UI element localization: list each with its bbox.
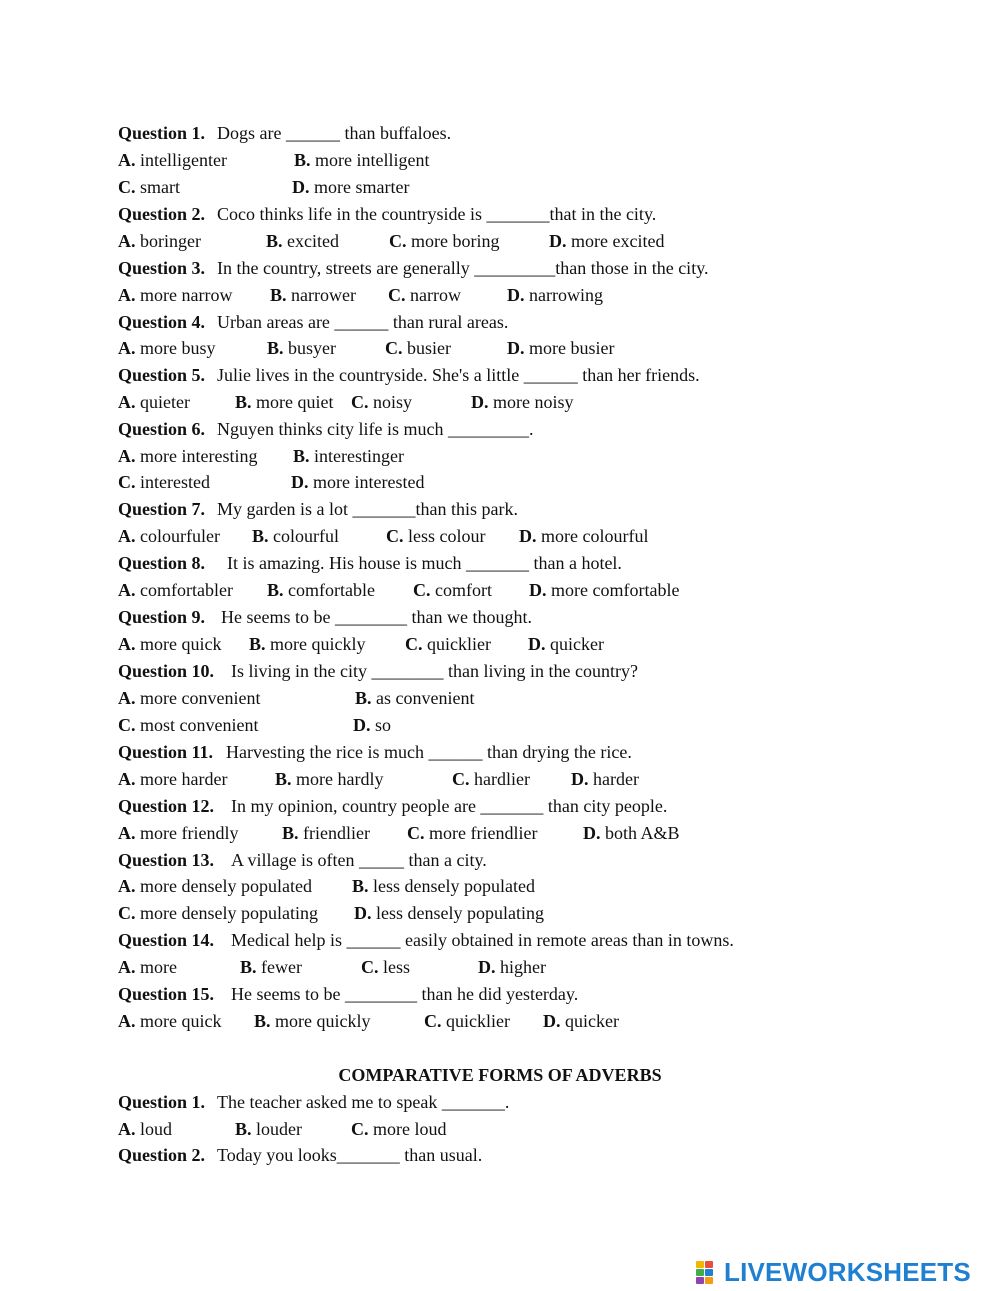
option-a[interactable]: A. comfortabler — [118, 580, 233, 600]
option-d[interactable]: D. more smarter — [292, 177, 410, 197]
option-b[interactable]: B. more quiet — [235, 392, 334, 412]
option-b[interactable]: B. comfortable — [267, 580, 375, 600]
option-d[interactable]: D. higher — [478, 957, 546, 977]
section-heading: COMPARATIVE FORMS OF ADVERBS — [338, 1065, 662, 1085]
option-a[interactable]: A. more friendly — [118, 823, 239, 843]
option-d[interactable]: D. harder — [571, 769, 639, 789]
option-c[interactable]: C. more friendlier — [407, 823, 538, 843]
question-label: Question 1. — [118, 123, 206, 143]
option-a[interactable]: A. more quick — [118, 1011, 222, 1031]
option-d[interactable]: D. quicker — [543, 1011, 619, 1031]
question-label: Question 10. — [118, 661, 215, 681]
question-text: Medical help is ______ easily obtained in remote areas than in towns. — [231, 930, 734, 950]
option-a[interactable]: A. more busy — [118, 338, 216, 358]
question-label: Question 3. — [118, 258, 206, 278]
question-text: Nguyen thinks city life is much _________. — [217, 419, 534, 439]
option-a[interactable]: A. more interesting — [118, 446, 258, 466]
option-a[interactable]: A. quieter — [118, 392, 190, 412]
question-label: Question 15. — [118, 984, 215, 1004]
option-b[interactable]: B. louder — [235, 1119, 302, 1139]
liveworksheets-logo — [696, 1257, 996, 1287]
option-c[interactable]: C. hardlier — [452, 769, 530, 789]
question-text: A village is often _____ than a city. — [231, 850, 487, 870]
option-a[interactable]: A. more harder — [118, 769, 228, 789]
question-text: It is amazing. His house is much _______ than a hotel. — [227, 553, 622, 573]
option-c[interactable]: C. less colour — [386, 526, 486, 546]
question-text: He seems to be ________ than he did yesterday. — [231, 984, 579, 1004]
option-d[interactable]: D. less densely populating — [354, 903, 544, 923]
option-d[interactable]: D. narrowing — [507, 285, 603, 305]
option-b[interactable]: B. less densely populated — [352, 876, 535, 896]
option-b[interactable]: B. more intelligent — [294, 150, 430, 170]
option-c[interactable]: C. quicklier — [405, 634, 491, 654]
question-label: Question 8. — [118, 553, 206, 573]
question-label: Question 2. — [118, 1145, 206, 1165]
option-a[interactable]: A. more densely populated — [118, 876, 312, 896]
option-b[interactable]: B. interestinger — [293, 446, 404, 466]
option-c[interactable]: C. comfort — [413, 580, 492, 600]
logo-text: LIVEWORKSHEETS — [724, 1257, 971, 1287]
option-d[interactable]: D. more noisy — [471, 392, 574, 412]
question-text: Dogs are ______ than buffaloes. — [217, 123, 452, 143]
option-b[interactable]: B. excited — [266, 231, 339, 251]
question-label: Question 2. — [118, 204, 206, 224]
question-text: My garden is a lot _______than this park. — [217, 499, 518, 519]
option-b[interactable]: B. friendlier — [282, 823, 370, 843]
option-c[interactable]: C. most convenient — [118, 715, 259, 735]
option-a[interactable]: A. intelligenter — [118, 150, 227, 170]
option-c[interactable]: C. more densely populating — [118, 903, 318, 923]
option-d[interactable]: D. more excited — [549, 231, 665, 251]
question-label: Question 14. — [118, 930, 215, 950]
question-label: Question 12. — [118, 796, 215, 816]
option-d[interactable]: D. more colourful — [519, 526, 649, 546]
logo-cubes-icon — [696, 1261, 722, 1285]
option-b[interactable]: B. narrower — [270, 285, 356, 305]
option-a[interactable]: A. more narrow — [118, 285, 233, 305]
option-c[interactable]: C. more boring — [389, 231, 500, 251]
option-d[interactable]: D. more interested — [291, 472, 425, 492]
option-d[interactable]: D. both A&B — [583, 823, 680, 843]
option-b[interactable]: B. more hardly — [275, 769, 384, 789]
question-label: Question 5. — [118, 365, 206, 385]
question-label: Question 7. — [118, 499, 206, 519]
option-c[interactable]: C. busier — [385, 338, 451, 358]
option-b[interactable]: B. as convenient — [355, 688, 475, 708]
option-a[interactable]: A. more quick — [118, 634, 222, 654]
question-text: Is living in the city ________ than living in the country? — [231, 661, 638, 681]
option-b[interactable]: B. more quickly — [254, 1011, 371, 1031]
question-text: In the country, streets are generally _________than those in the city. — [217, 258, 709, 278]
option-b[interactable]: B. more quickly — [249, 634, 366, 654]
question-label: Question 9. — [118, 607, 206, 627]
option-d[interactable]: D. so — [353, 715, 392, 735]
option-b[interactable]: B. busyer — [267, 338, 337, 358]
option-d[interactable]: D. more comfortable — [529, 580, 680, 600]
option-c[interactable]: C. quicklier — [424, 1011, 510, 1031]
option-c[interactable]: C. narrow — [388, 285, 461, 305]
question-text: Julie lives in the countryside. She's a little ______ than her friends. — [217, 365, 700, 385]
question-label: Question 6. — [118, 419, 206, 439]
option-a[interactable]: A. colourfuler — [118, 526, 220, 546]
option-a[interactable]: A. more convenient — [118, 688, 261, 708]
option-c[interactable]: C. less — [361, 957, 410, 977]
question-text: Today you looks_______ than usual. — [217, 1145, 483, 1165]
question-text: He seems to be ________ than we thought. — [221, 607, 532, 627]
option-c[interactable]: C. smart — [118, 177, 180, 197]
question-text: Urban areas are ______ than rural areas. — [217, 312, 509, 332]
question-label: Question 11. — [118, 742, 214, 762]
question-label: Question 1. — [118, 1092, 206, 1112]
option-d[interactable]: D. more busier — [507, 338, 615, 358]
option-c[interactable]: C. noisy — [351, 392, 413, 412]
question-text: The teacher asked me to speak _______. — [217, 1092, 510, 1112]
question-text: Harvesting the rice is much ______ than drying the rice. — [226, 742, 632, 762]
option-d[interactable]: D. quicker — [528, 634, 604, 654]
question-label: Question 4. — [118, 312, 206, 332]
option-a[interactable]: A. loud — [118, 1119, 173, 1139]
option-c[interactable]: C. interested — [118, 472, 210, 492]
option-c[interactable]: C. more loud — [351, 1119, 447, 1139]
option-a[interactable]: A. boringer — [118, 231, 201, 251]
option-b[interactable]: B. colourful — [252, 526, 339, 546]
question-text: In my opinion, country people are _______ than city people. — [231, 796, 668, 816]
option-a[interactable]: A. more — [118, 957, 177, 977]
question-text: Coco thinks life in the countryside is _______that in the city. — [217, 204, 657, 224]
question-label: Question 13. — [118, 850, 215, 870]
option-b[interactable]: B. fewer — [240, 957, 302, 977]
